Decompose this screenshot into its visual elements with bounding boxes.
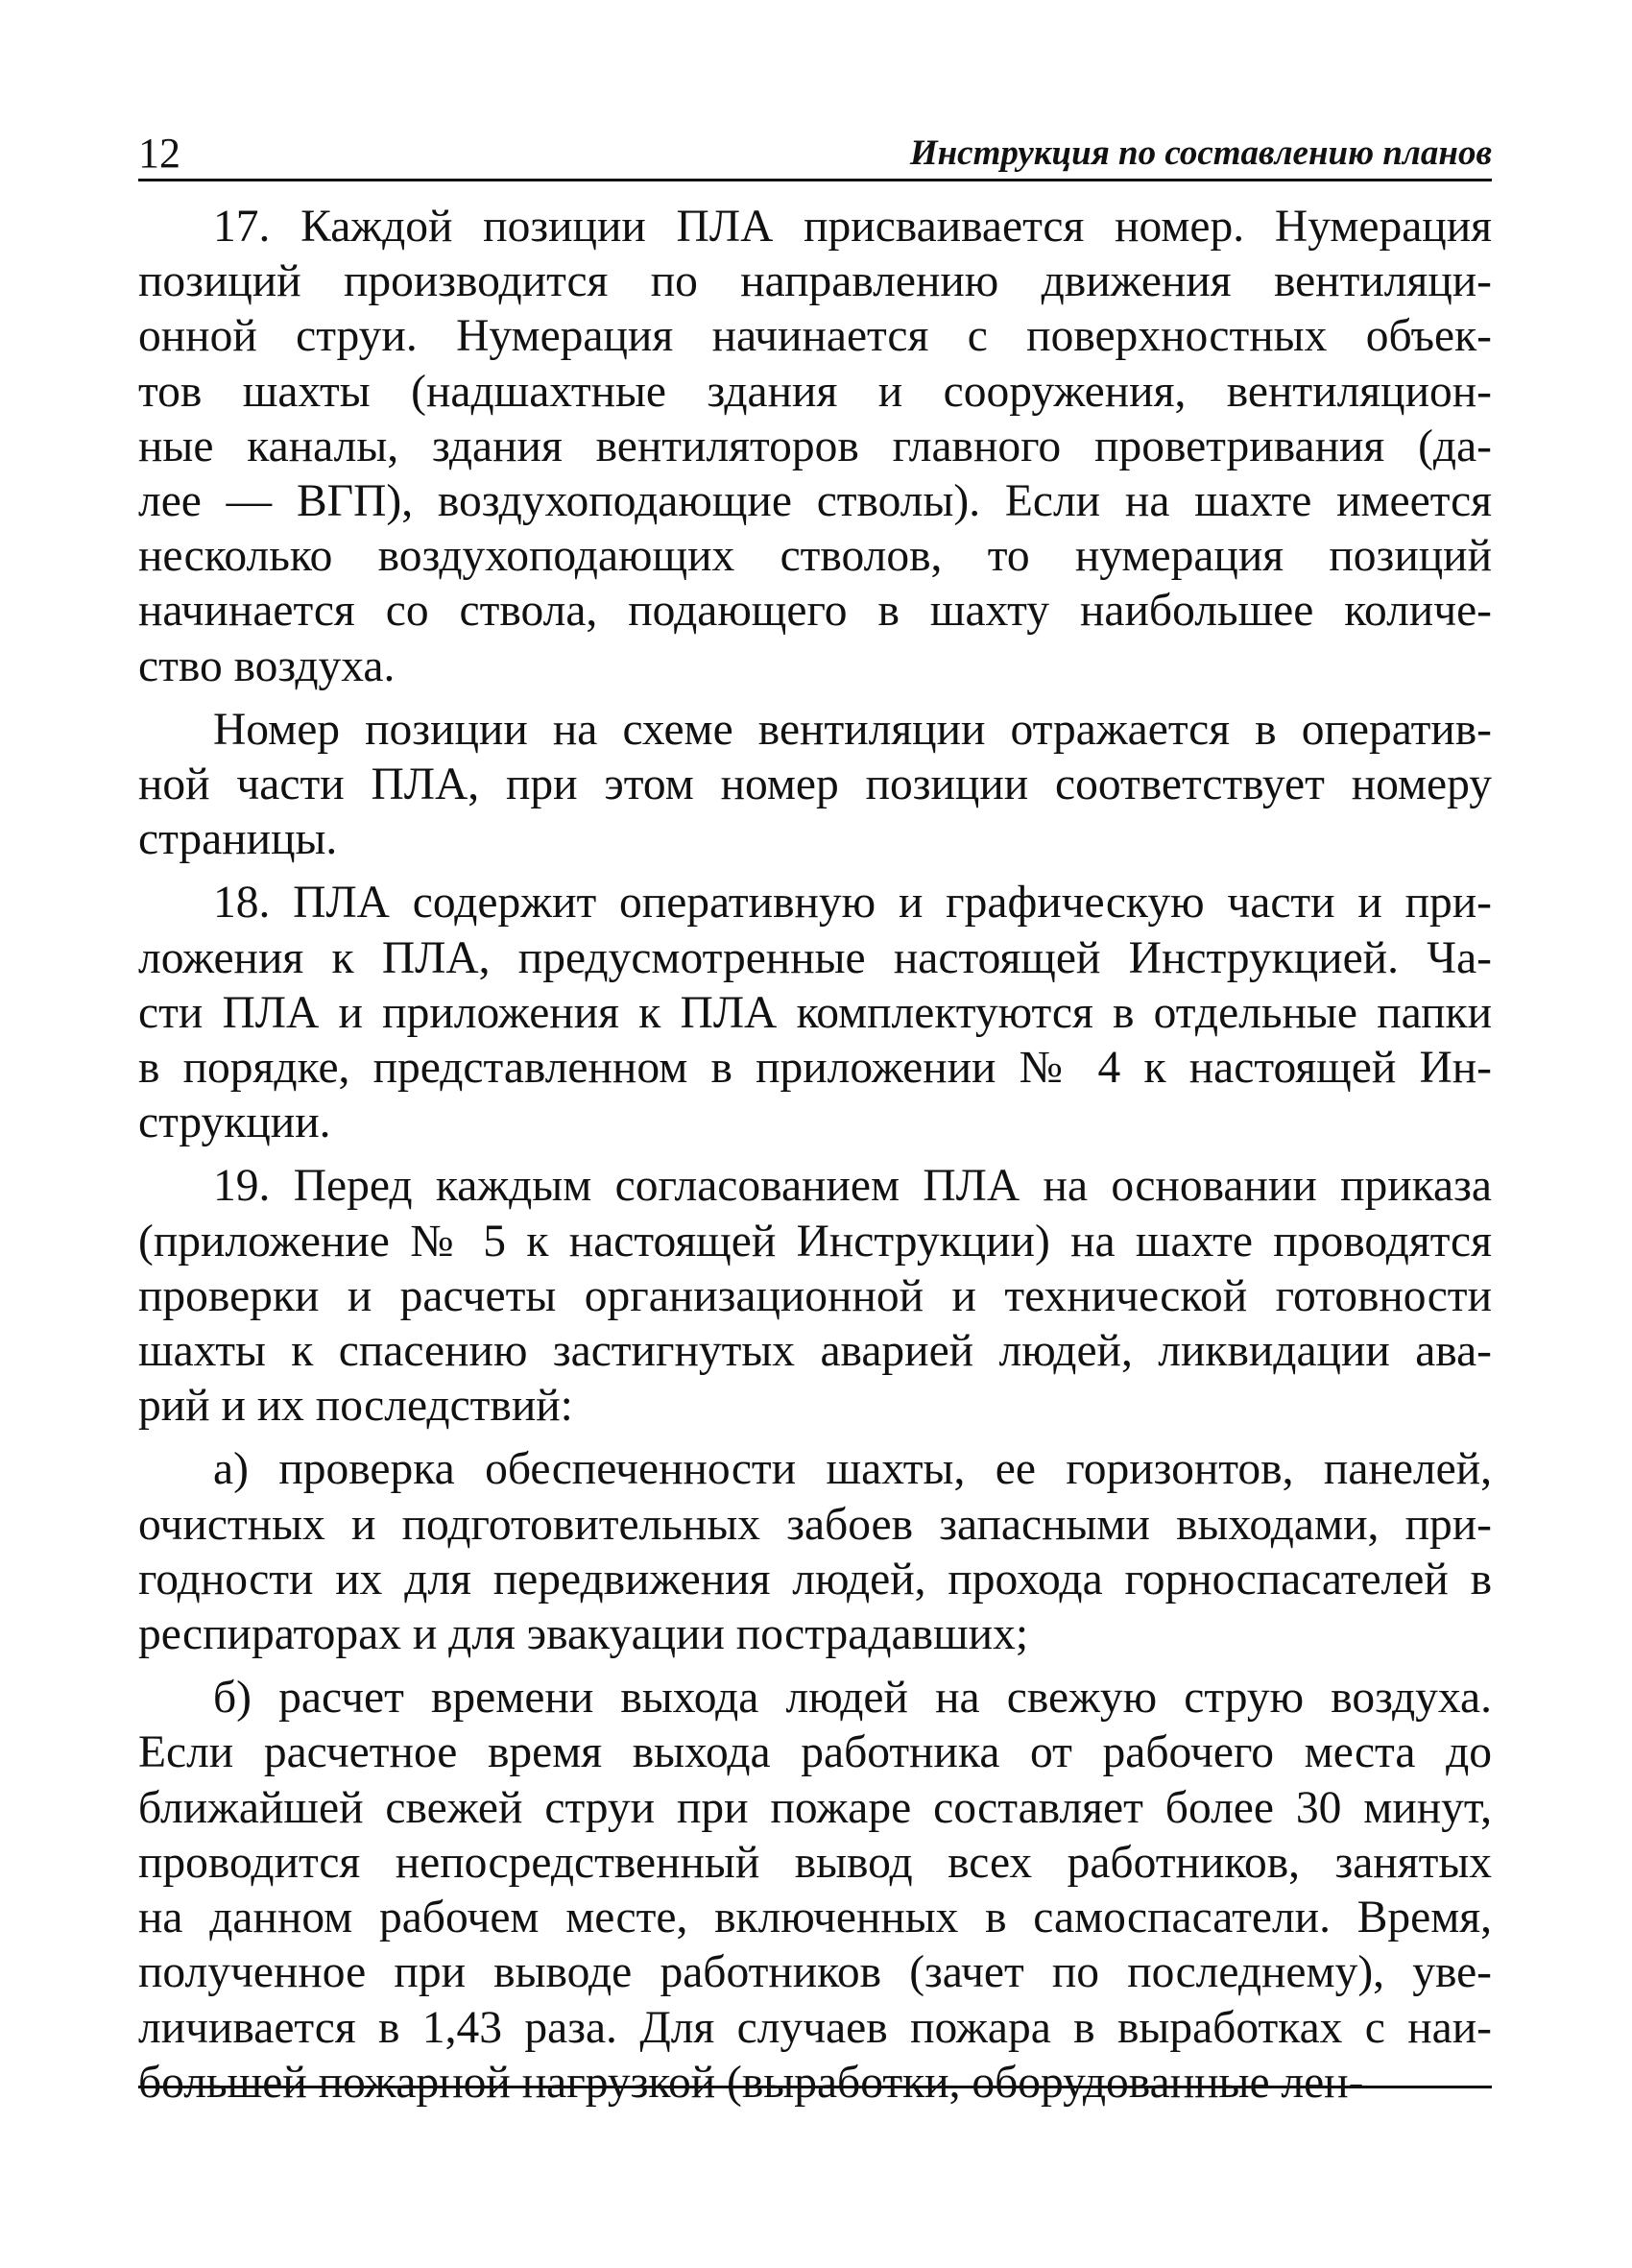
- text-line: а) проверка обеспеченности шахты, ее горизонтов, панелей,: [213, 1444, 1492, 1495]
- running-title: Инструкция по составлению планов: [909, 133, 1492, 173]
- text-line: (приложение № 5 к настоящей Инструкции) на шахте проводятся: [138, 1216, 1492, 1267]
- text-line: Если расчетное время выхода работника от рабочего места до: [138, 1727, 1492, 1778]
- text-line: проводится непосредственный вывод всех работников, занятых: [138, 1837, 1492, 1888]
- bottom-rule: [138, 2086, 1492, 2088]
- text-line: онной струи. Нумерация начинается с поверхностных объек-: [138, 311, 1492, 362]
- text-line: позиций производится по направлению движения вентиляци-: [138, 256, 1492, 307]
- text-line: б) расчет времени выхода людей на свежую струю воздуха.: [213, 1673, 1492, 1724]
- text-line: несколько воздухоподающих стволов, то нумерация позиций: [138, 531, 1492, 582]
- text-line: ство воздуха.: [138, 640, 396, 691]
- paragraph-19: [138, 1159, 1492, 1434]
- text-line: очистных и подготовительных забоев запасными выходами, при-: [138, 1499, 1492, 1550]
- text-line: проверки и расчеты организационной и технической готовности: [138, 1270, 1492, 1321]
- text-line: струкции.: [138, 1098, 331, 1148]
- paragraph-19-a: [138, 1442, 1492, 1662]
- text-line: личивается в 1,43 раза. Для случаев пожара в выработках с наи-: [138, 2002, 1492, 2053]
- text-line: респираторах и для эвакуации пострадавших;: [138, 1609, 1029, 1660]
- paragraph-19-b: [138, 1671, 1492, 2111]
- running-head: [138, 123, 1492, 181]
- text-line: 18. ПЛА содержит оперативную и графическую части и при-: [213, 878, 1492, 929]
- text-line: полученное при выводе работников (зачет по последнему), уве-: [138, 1947, 1492, 1998]
- text-line: ложения к ПЛА, предусмотренные настоящей Инструкцией. Ча-: [138, 932, 1492, 983]
- text-line: шахты к спасению застигнутых аварией людей, ликвидации ава-: [138, 1326, 1492, 1377]
- text-line: лее — ВГП), воздухоподающие стволы). Если на шахте имеется: [138, 476, 1492, 527]
- text-line: страницы.: [138, 814, 338, 865]
- text-line: на данном рабочем месте, включенных в самоспасатели. Время,: [138, 1893, 1492, 1943]
- text-line: сти ПЛА и приложения к ПЛА комплектуются в отдельные папки: [138, 987, 1492, 1038]
- text-line: в порядке, представленном в приложении № 4 к настоящей Ин-: [138, 1043, 1492, 1094]
- text-line: ные каналы, здания вентиляторов главного проветривания (да-: [138, 421, 1492, 471]
- text-line: ближайшей свежей струи при пожаре составляет более 30 минут,: [138, 1782, 1492, 1833]
- body-text: [138, 200, 1492, 2119]
- text-line: Номер позиции на схеме вентиляции отражается в оператив-: [213, 704, 1492, 755]
- text-line: ной части ПЛА, при этом номер позиции соответствует номеру: [138, 760, 1492, 810]
- page-number: 12: [138, 130, 180, 177]
- paragraph-18: [138, 876, 1492, 1150]
- text-line: 19. Перед каждым согласованием ПЛА на основании приказа: [213, 1161, 1492, 1212]
- text-line: большей пожарной нагрузкой (выработки, оборудованные лен-: [138, 2057, 1364, 2108]
- text-line: годности их для передвижения людей, прохода горноспасателей в: [138, 1554, 1492, 1604]
- paragraph-17: [138, 200, 1492, 694]
- text-line: тов шахты (надшахтные здания и сооружения, вентиляцион-: [138, 366, 1492, 417]
- text-line: 17. Каждой позиции ПЛА присваивается номер. Нумерация: [213, 202, 1492, 252]
- text-line: начинается со ствола, подающего в шахту наибольшее количе-: [138, 586, 1492, 637]
- text-line: рий и их последствий:: [138, 1381, 573, 1432]
- paragraph-position-number: [138, 703, 1492, 868]
